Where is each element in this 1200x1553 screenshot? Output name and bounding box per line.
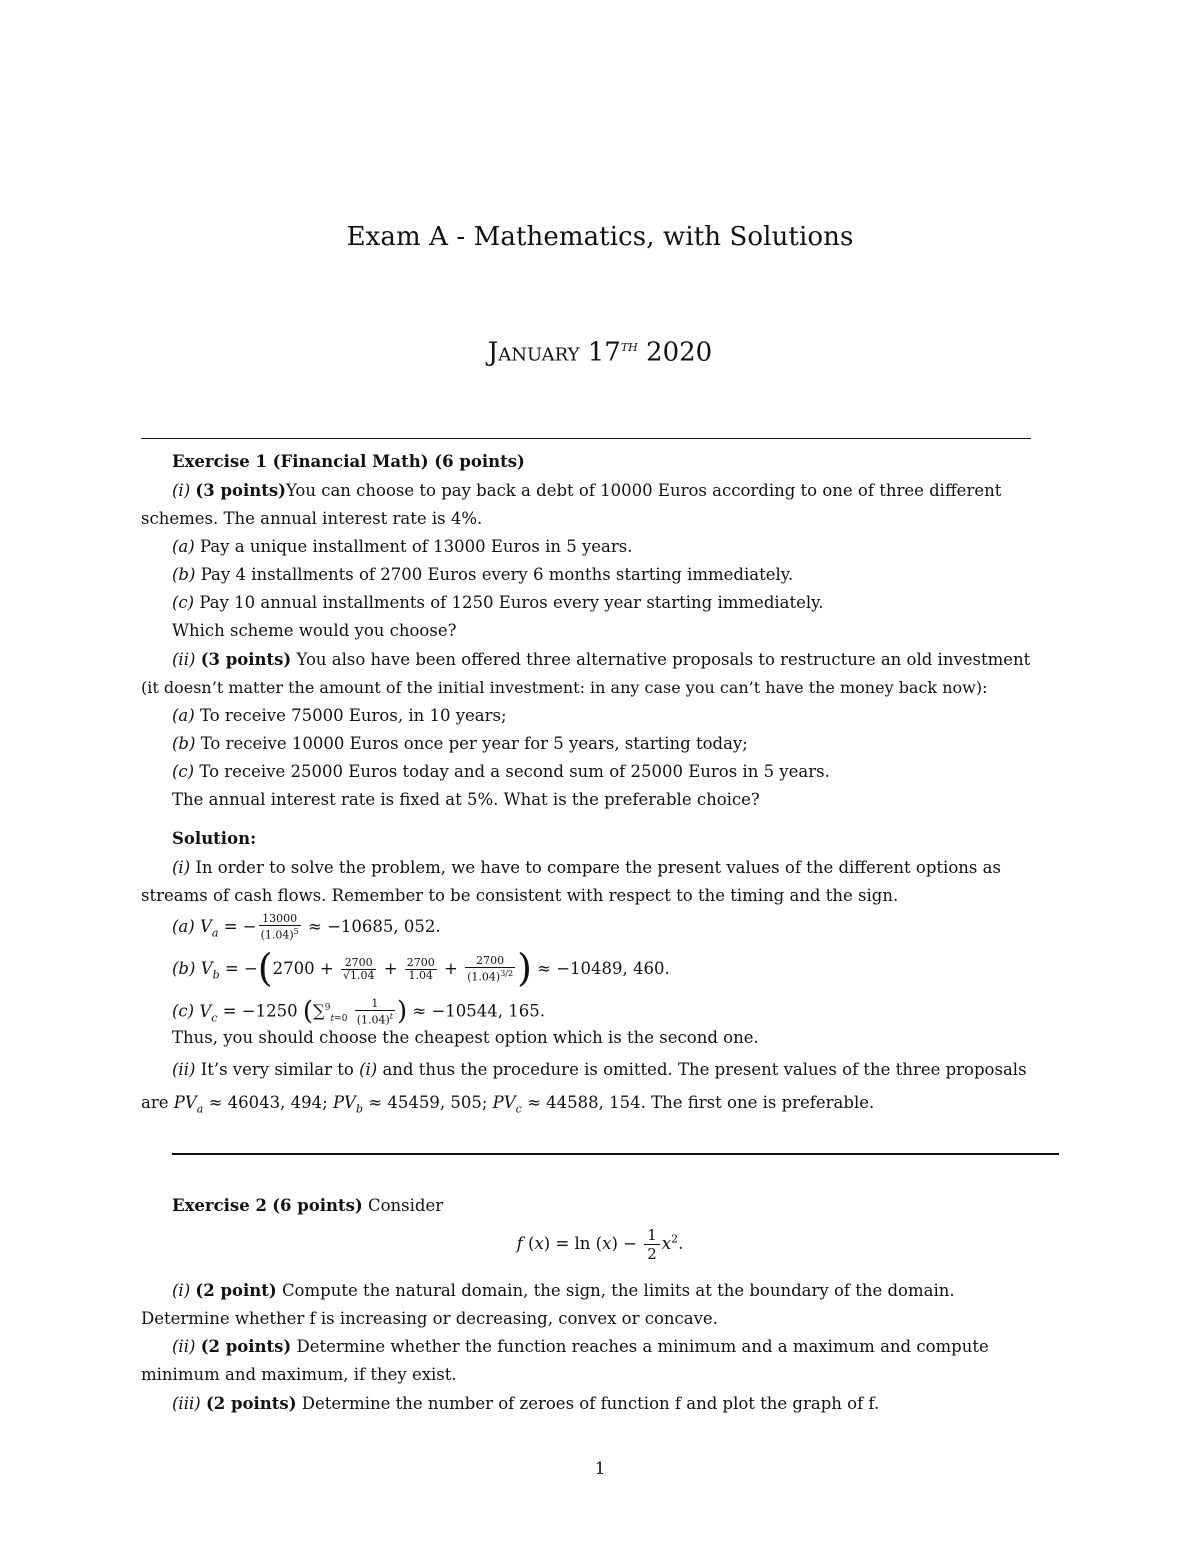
label: (ii)	[172, 650, 196, 669]
ex1-option-c: (c) Pay 10 annual installments of 1250 Euros every year starting immediately.	[172, 593, 824, 612]
solution-i-line1	[172, 857, 1001, 879]
fraction: $\frac{13000}{(1.04)^5}$	[260, 912, 299, 942]
formula-vc: (c) $V_c = -1250$ (∑$^9_{t=0}$ $\frac{1}{(1.04)^t}$ ) ≈ −10544, 165.	[172, 996, 546, 1027]
ex1-question: Which scheme would you choose?	[172, 621, 457, 640]
ex2-part-i-line2: Determine whether f is increasing or decreasing, convex or concave.	[141, 1309, 718, 1328]
result: ≈ −10685, 052.	[308, 916, 441, 936]
ex1-part-i-line2: schemes. The annual interest rate is 4%.	[141, 509, 483, 528]
formula-vb: (b) $V_b = -(2700$ + $\frac{2700}{√1.04}$ + $\frac{2700}{1.04}$ + $\frac{2700}{(1.04)^{3/2}}$ ) ≈ −10489, 460.	[172, 945, 670, 990]
points: (3 points)	[200, 650, 292, 669]
label: (i)	[172, 858, 191, 877]
text: It’s very similar to	[200, 1060, 354, 1079]
pv-a: ≈ 46043, 494;	[208, 1093, 328, 1112]
label: (ii)	[172, 1060, 196, 1079]
text: and thus the procedure is omitted. The present values of the three proposals	[382, 1060, 1027, 1079]
solution-ii-line2: are $PV_a \approx 46043$, 494; $PV_b \approx 45459$, 505; $PV_c \approx 44588$, 154. The first one is preferable.	[141, 1093, 875, 1116]
ex1-option-a: (a) Pay a unique installment of 13000 Euros in 5 years.	[172, 537, 633, 556]
text: are	[141, 1093, 169, 1112]
solution-heading: Solution:	[172, 829, 257, 848]
ex2-part-i-line1	[172, 1280, 955, 1302]
function-definition: f (x) = ln (x) − $\frac{1}{2}$ $x^2$.	[516, 1226, 684, 1263]
label: (i)	[172, 481, 191, 500]
text: Determine whether the function reaches a minimum and a maximum and compute	[296, 1337, 989, 1356]
ex1-part-ii-line1	[172, 649, 1030, 671]
ex1-part-i-line1	[172, 480, 1001, 502]
ex1-proposal-a: (a) To receive 75000 Euros, in 10 years;	[172, 706, 507, 725]
text: In order to solve the problem, we have to compare the present values of the different options as	[195, 858, 1001, 877]
text: Consider	[368, 1196, 444, 1215]
ex2-part-ii-line2: minimum and maximum, if they exist.	[141, 1365, 457, 1384]
option-text: Pay 10 annual installments of 1250 Euros every year starting immediately.	[199, 593, 824, 612]
heading: Exercise 2	[172, 1196, 267, 1215]
label: (ii)	[172, 1337, 196, 1356]
text: Compute the natural domain, the sign, the limits at the boundary of the domain.	[281, 1281, 955, 1300]
date-suffix: th	[620, 337, 638, 355]
divider-middle	[172, 1153, 1059, 1155]
ex1-option-b: (b) Pay 4 installments of 2700 Euros every 6 months starting immediately.	[172, 565, 794, 584]
ex2-part-ii-line1	[172, 1336, 989, 1358]
exercise-2-heading	[172, 1195, 443, 1217]
pv-c: ≈ 44588, 154.	[527, 1093, 646, 1112]
ex2-part-iii	[172, 1393, 879, 1415]
date-year: 2020	[646, 337, 713, 368]
points: (2 points)	[205, 1394, 297, 1413]
option-text: To receive 25000 Euros today and a second sum of 25000 Euros in 5 years.	[199, 762, 830, 781]
points: (6 points)	[272, 1196, 363, 1215]
divider-top	[141, 438, 1031, 439]
pv-b: ≈ 45459, 505;	[368, 1093, 488, 1112]
formula-va: (a) $V_a$ = − $\frac{13000}{(1.04)^5}$ ≈ −10685, 052.	[172, 912, 441, 942]
page-number: 1	[594, 1459, 606, 1479]
option-text: Pay 4 installments of 2700 Euros every 6 months starting immediately.	[200, 565, 794, 584]
result: ≈ −10544, 165.	[412, 1001, 546, 1021]
solution-i-line2: streams of cash flows. Remember to be consistent with respect to the timing and the sign.	[141, 886, 899, 905]
ex1-proposal-c: (c) To receive 25000 Euros today and a second sum of 25000 Euros in 5 years.	[172, 762, 830, 781]
fraction: $\frac{1}{2}$	[644, 1226, 660, 1263]
exam-date	[0, 337, 1200, 368]
text: The first one is preferable.	[651, 1093, 875, 1112]
ex1-question-2: The annual interest rate is fixed at 5%. What is the preferable choice?	[172, 790, 760, 809]
points: (2 points)	[200, 1337, 292, 1356]
text: Determine the number of zeroes of function f and plot the graph of f.	[301, 1394, 880, 1413]
date-prefix: January 17	[487, 337, 621, 368]
page-title: Exam A - Mathematics, with Solutions	[346, 222, 854, 252]
text: You also have been offered three alternative proposals to restructure an old investment	[296, 650, 1031, 669]
ex1-part-ii-line2: (it doesn’t matter the amount of the initial investment: in any case you can’t have the money back now):	[141, 678, 988, 697]
label: (i)	[172, 1281, 191, 1300]
option-text: To receive 75000 Euros, in 10 years;	[199, 706, 507, 725]
text: You can choose to pay back a debt of 10000 Euros according to one of three different	[285, 481, 1002, 500]
result: ≈ −10489, 460.	[537, 958, 670, 978]
points: (3 points)	[195, 481, 286, 500]
points: (2 point)	[195, 1281, 277, 1300]
exercise-1-heading: Exercise 1 (Financial Math) (6 points)	[172, 452, 525, 471]
option-text: To receive 10000 Euros once per year for 5 years, starting today;	[200, 734, 748, 753]
solution-conclusion: Thus, you should choose the cheapest option which is the second one.	[172, 1028, 759, 1047]
label: (iii)	[172, 1394, 201, 1413]
option-text: Pay a unique installment of 13000 Euros in 5 years.	[199, 537, 633, 556]
solution-ii-line1: (ii) It’s very similar to (i) and thus the procedure is omitted. The present values of the three proposals	[172, 1060, 1027, 1079]
ex1-proposal-b: (b) To receive 10000 Euros once per year for 5 years, starting today;	[172, 734, 748, 753]
